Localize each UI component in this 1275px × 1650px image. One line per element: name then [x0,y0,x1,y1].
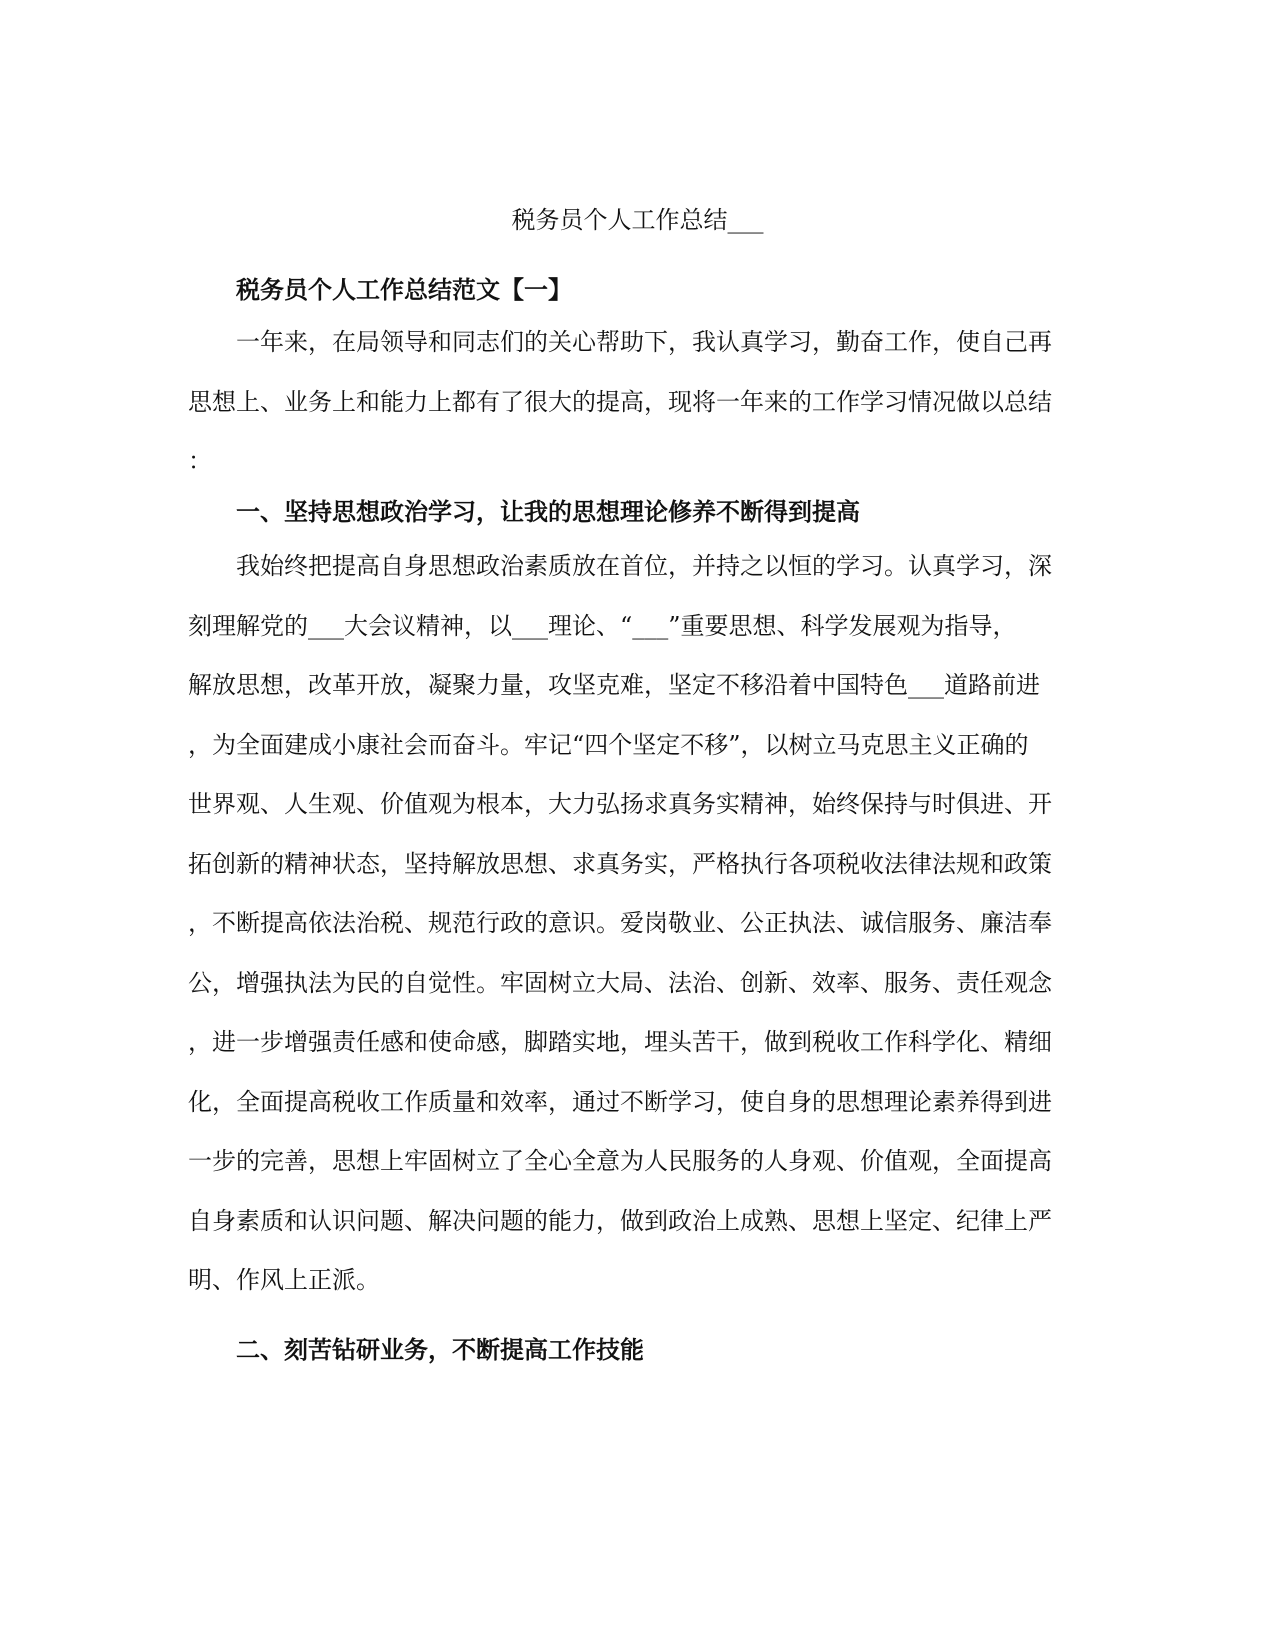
paragraph-line: 明、作风上正派。 [188,1266,380,1294]
paragraph-line: 刻理解党的___大会议精神，以___理论、“___”重要思想、科学发展观为指导， [188,611,1017,640]
section-heading-1: 一、坚持思想政治学习，让我的思想理论修养不断得到提高 [236,497,860,526]
section-heading-2: 二、刻苦钻研业务，不断提高工作技能 [236,1335,644,1364]
document-subtitle: 税务员个人工作总结范文【一】 [236,275,572,304]
paragraph-line: 公，增强执法为民的自觉性。牢固树立大局、法治、创新、效率、服务、责任观念 [188,968,1052,997]
paragraph-line: 自身素质和认识问题、解决问题的能力，做到政治上成熟、思想上坚定、纪律上严 [188,1206,1052,1235]
paragraph-line: 解放思想，改革开放，凝聚力量，攻坚克难，坚定不移沿着中国特色___道路前进 [188,671,1040,699]
paragraph-line: 化，全面提高税收工作质量和效率，通过不断学习，使自身的思想理论素养得到进 [188,1087,1052,1116]
paragraph-line: 一步的完善，思想上牢固树立了全心全意为人民服务的人身观、价值观，全面提高 [188,1147,1052,1175]
paragraph-line: ，不断提高依法治税、规范行政的意识。爱岗敬业、公正执法、诚信服务、廉洁奉 [188,909,1052,937]
paragraph-line: 我始终把提高自身思想政治素质放在首位，并持之以恒的学习。认真学习，深 [236,552,1052,580]
paragraph-line: 思想上、业务上和能力上都有了很大的提高，现将一年来的工作学习情况做以总结 [188,387,1052,416]
paragraph-line: 一年来，在局领导和同志们的关心帮助下，我认真学习，勤奋工作，使自己再 [236,328,1052,356]
paragraph-line: ，为全面建成小康社会而奋斗。牢记“四个坚定不移”，以树立马克思主义正确的 [188,730,1029,759]
paragraph-line: 世界观、人生观、价值观为根本，大力弘扬求真务实精神，始终保持与时俱进、开 [188,790,1052,818]
document-title: 税务员个人工作总结___ [511,206,764,234]
intro-paragraph [188,322,1088,501]
section-1-paragraph [188,546,1088,1320]
paragraph-line: 拓创新的精神状态，坚持解放思想、求真务实，严格执行各项税收法律法规和政策 [188,849,1052,878]
paragraph-line: ，进一步增强责任感和使命感，脚踏实地，埋头苦干，做到税收工作科学化、精细 [188,1028,1052,1056]
paragraph-line: ： [188,447,212,475]
